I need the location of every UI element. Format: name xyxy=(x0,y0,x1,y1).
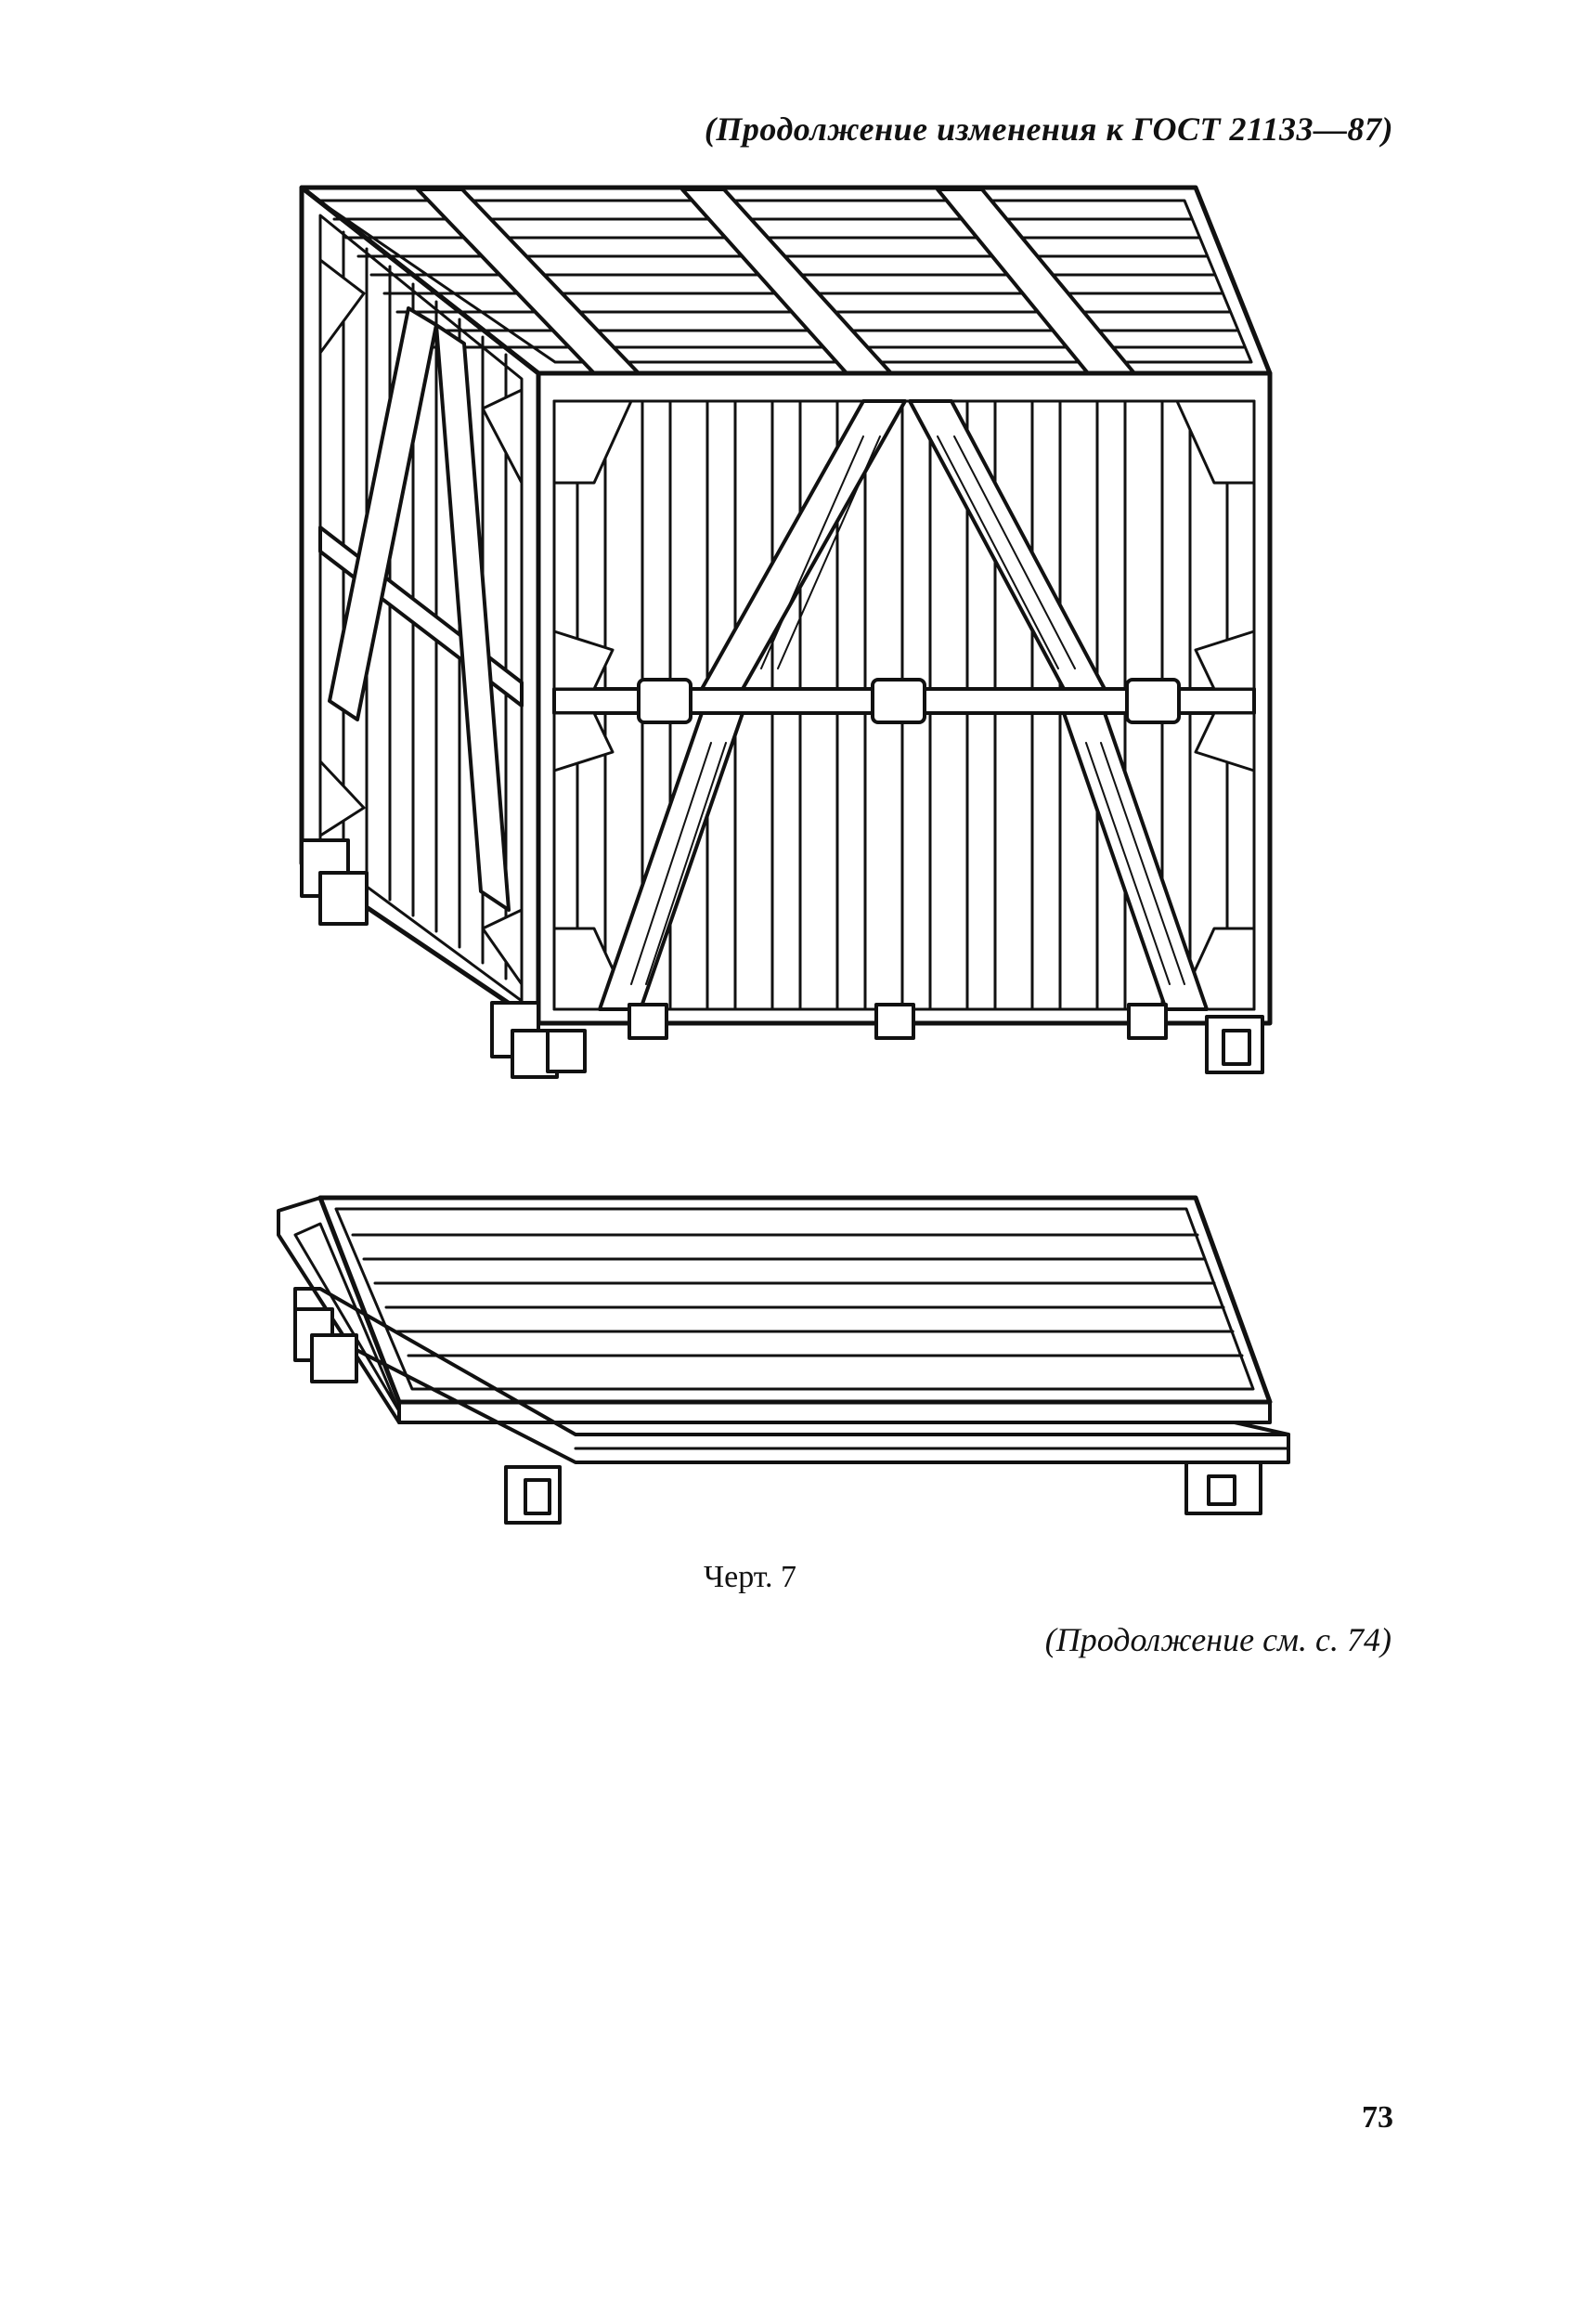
disassembled-panels xyxy=(278,1198,1288,1523)
crate-top-straps xyxy=(418,189,1134,373)
page-header-continuation: (Продолжение изменения к ГОСТ 21133—87) xyxy=(704,110,1393,148)
panel-feet xyxy=(295,1309,1261,1523)
page-number: 73 xyxy=(1362,2100,1393,2135)
figure-caption: Черт. 7 xyxy=(704,1560,797,1594)
footer-continuation-note: (Продолжение см. с. 74) xyxy=(1044,1621,1391,1658)
assembled-crate xyxy=(302,188,1270,1077)
panel-bottom xyxy=(295,1289,1288,1462)
crate-front-face xyxy=(538,373,1270,1038)
